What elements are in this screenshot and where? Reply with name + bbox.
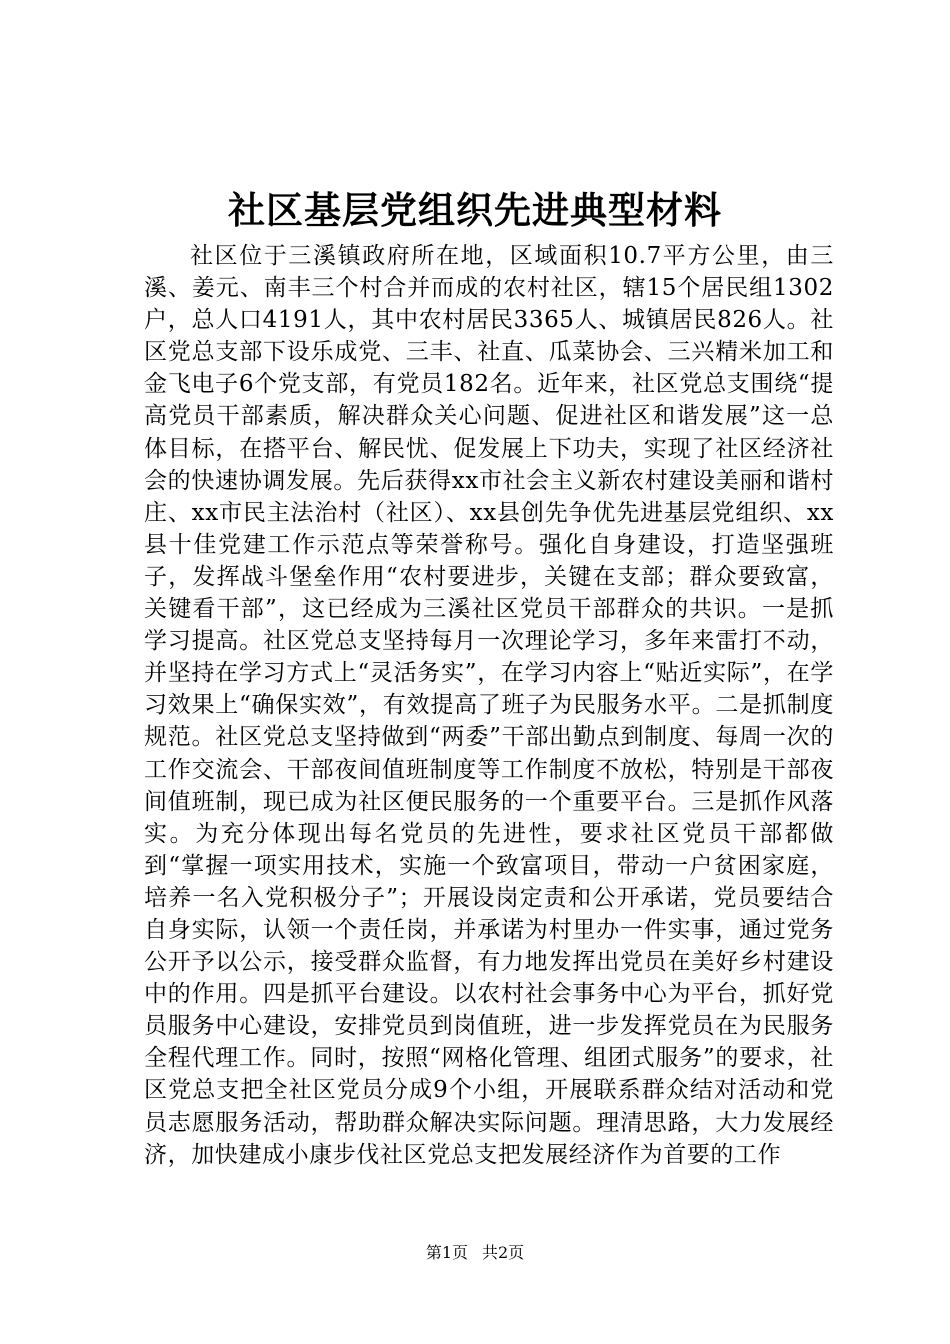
document-title: 社区基层党组织先进典型材料 xyxy=(228,188,722,232)
page-number-total: 共2页 xyxy=(482,1243,525,1262)
page-footer xyxy=(0,1242,950,1264)
page-number-current: 第1页 xyxy=(425,1243,468,1262)
document-body-paragraph: 社区位于三溪镇政府所在地，区域面积10.7平方公里，由三溪、姜元、南丰三个村合并而成的农村社区，辖15个居民组1302户，总人口4191人，其中农村居民3365人、城镇居民826人。社区党总支部下设乐成党、三丰、社直、瓜菜协会、三兴精米加工和金飞电子6个党支部，有党员182名。近年来，社区党总支围绕“提高党员干部素质，解决群众关心问题、促进社区和谐发展”这一总体目标，在搭平台、解民忧、促发展上下功夫，实现了社区经济社会的快速协调发展。先后获得xx市社会主义新农村建设美丽和谐村庄、xx市民主法治村（社区）、xx县创先争优先进基层党组织、xx县十佳党建工作示范点等荣誉称号。强化自身建设，打造坚强班子，发挥战斗堡垒作用“农村要进步，关键在支部；群众要致富，关键看干部”，这已经成为三溪社区党员干部群众的共识。一是抓学习提高。社区党总支坚持每月一次理论学习，多年来雷打不动，并坚持在学习方式上“灵活务实”，在学习内容上“贴近实际”，在学习效果上“确保实效”，有效提高了班子为民服务水平。二是抓制度规范。社区党总支坚持做到“两委”干部出勤点到制度、每周一次的工作交流会、干部夜间值班制度等工作制度不放松，特别是干部夜间值班制，现已成为社区便民服务的一个重要平台。三是抓作风落实。为充分体现出每名党员的先进性，要求社区党员干部都做到“掌握一项实用技术，实施一个致富项目，带动一户贫困家庭，培养一名入党积极分子”；开展设岗定责和公开承诺，党员要结合自身实际，认领一个责任岗，并承诺为村里办一件实事，通过党务公开予以公示，接受群众监督，有力地发挥出党员在美好乡村建设中的作用。四是抓平台建设。以农村社会事务中心为平台，抓好党员服务中心建设，安排党员到岗值班，进一步发挥党员在为民服务全程代理工作。同时，按照“网格化管理、组团式服务”的要求，社区党总支把全社区党员分成9个小组，开展联系群众结对活动和党员志愿服务活动，帮助群众解决实际问题。理清思路，大力发展经济，加快建成小康步伐社区党总支把发展经济作为首要的工作 xyxy=(144,243,834,1168)
